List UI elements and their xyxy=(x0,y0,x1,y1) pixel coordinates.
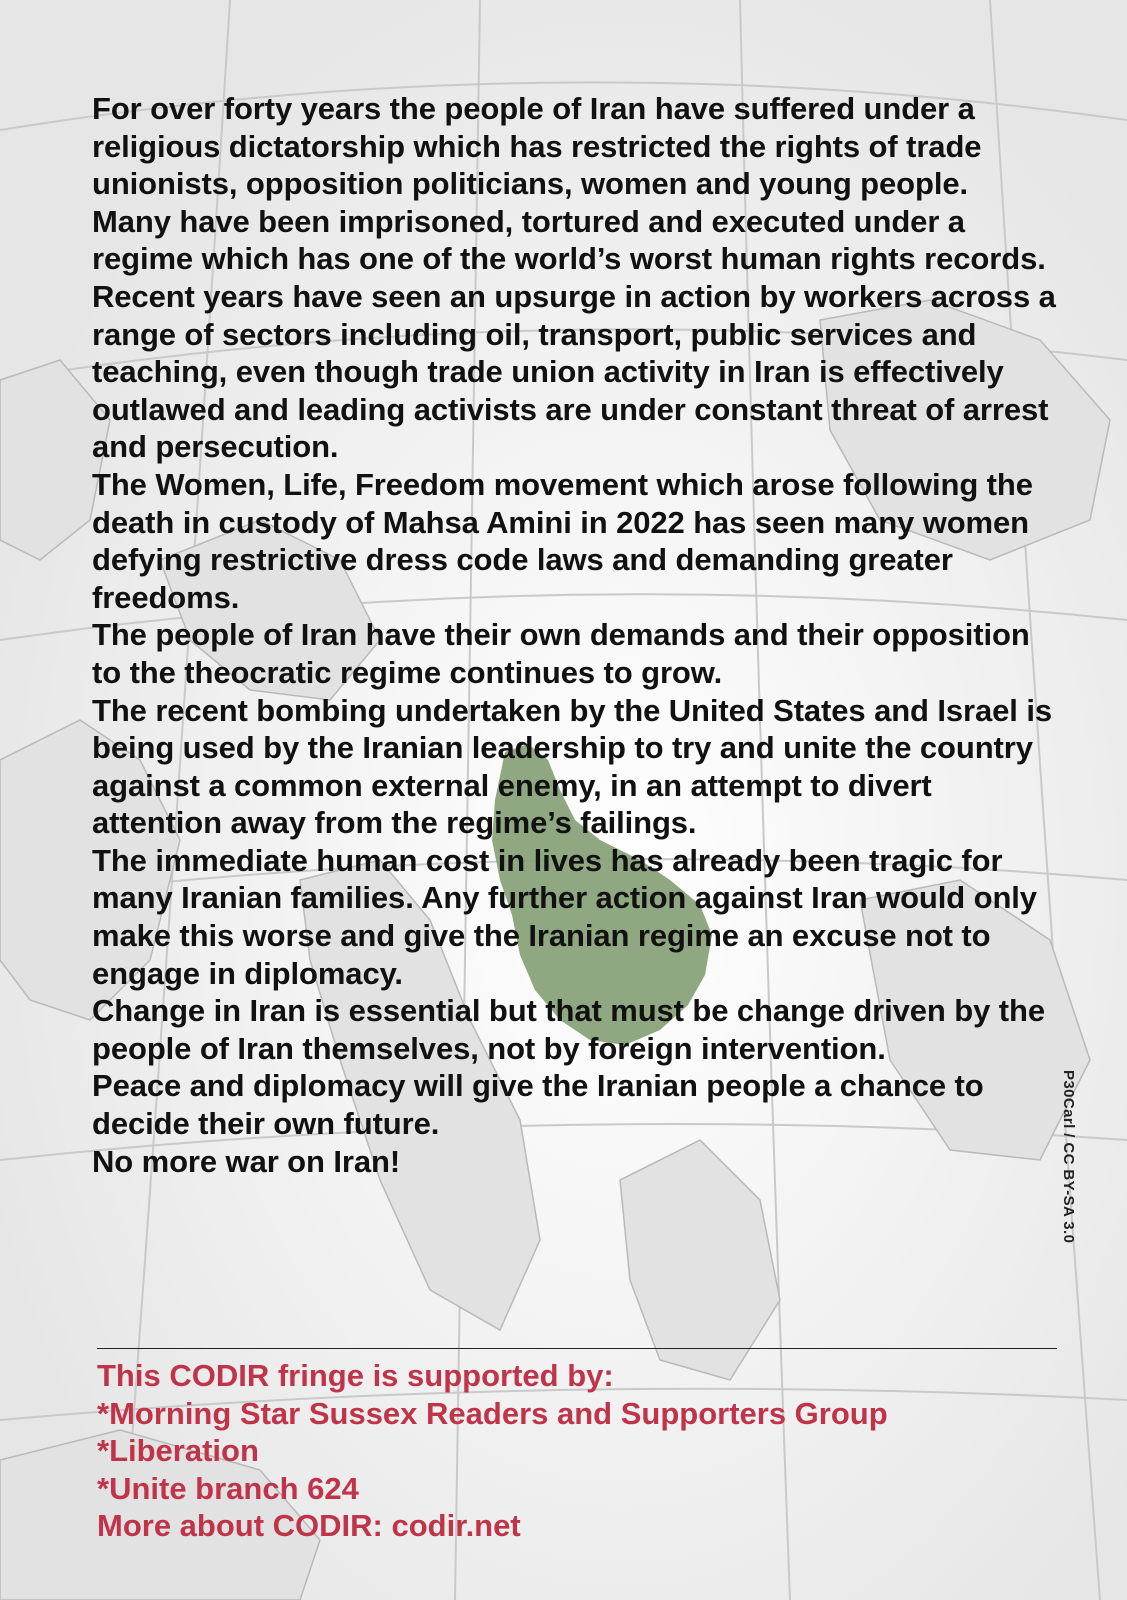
support-section xyxy=(97,1357,1057,1545)
paragraph-4: The Women, Life, Freedom movement which arose following the death in custody of Mahsa Amini in 2022 has seen many women defying restrictive dress code laws and demanding greater freedoms. xyxy=(92,466,1033,615)
supporter-item: *Morning Star Sussex Readers and Supporters Group xyxy=(97,1395,888,1431)
paragraph-5: The people of Iran have their own demands and their opposition to the theocratic regime continues to grow. xyxy=(92,617,1030,690)
paragraph-7: The immediate human cost in lives has already been tragic for many Iranian families. Any further action against Iran would only make this worse and give the Iranian regime an excuse not to engage in diplomacy. xyxy=(92,842,1037,991)
supporter-item: *Liberation xyxy=(97,1433,259,1468)
image-credit: P30Carl / CC BY-SA 3.0 xyxy=(1060,1070,1077,1244)
paragraph-6: The recent bombing undertaken by the United States and Israel is being used by the Iranian leadership to try and unite the country against a common external enemy, in an attempt to divert attention away from the regime’s failings. xyxy=(92,692,1052,841)
article-body xyxy=(92,90,1062,1180)
paragraph-2: Many have been imprisoned, tortured and executed under a regime which has one of the world’s worst human rights records. xyxy=(92,203,1046,277)
supporter-item: *Unite branch 624 xyxy=(97,1470,359,1506)
divider-line xyxy=(97,1348,1057,1349)
more-info-link[interactable]: More about CODIR: codir.net xyxy=(97,1508,521,1543)
paragraph-8: Change in Iran is essential but that must be change driven by the people of Iran themselves, not by foreign intervention. xyxy=(92,993,1045,1066)
support-heading: This CODIR fringe is supported by: xyxy=(97,1358,614,1393)
closing-slogan: No more war on Iran! xyxy=(92,1143,401,1179)
paragraph-1: For over forty years the people of Iran have suffered under a religious dictatorship which has restricted the rights of trade unionists, opposition politicians, women and young people. xyxy=(92,91,982,202)
paragraph-3: Recent years have seen an upsurge in action by workers across a range of sectors including oil, transport, public services and teaching, even though trade union activity in Iran is effectively outlawed and leading activists are under constant threat of arrest and persecution. xyxy=(92,278,1056,465)
paragraph-9: Peace and diplomacy will give the Iranian people a chance to decide their own future. xyxy=(92,1068,984,1142)
